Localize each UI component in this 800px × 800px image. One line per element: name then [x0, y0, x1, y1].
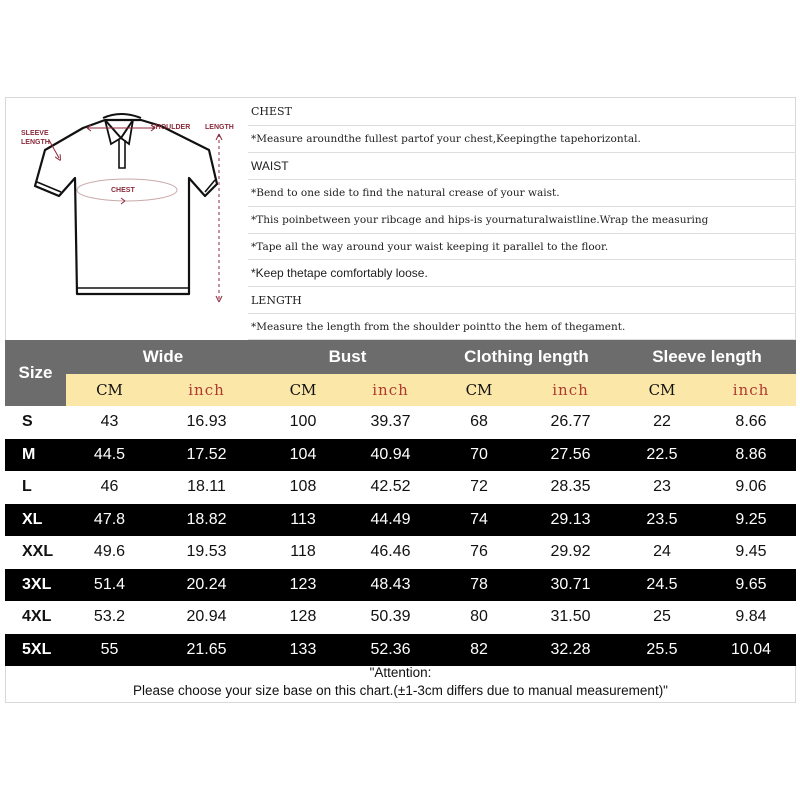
note-row: CHEST [248, 98, 796, 126]
value-cell: 44.5 [93, 445, 126, 463]
value-cell: 21.65 [186, 640, 227, 658]
value-cell: 104 [289, 445, 317, 463]
table-row [5, 439, 796, 472]
note-row: *Tape all the way around your waist keeping it parallel to the floor. [248, 234, 796, 260]
value-cell: 47.8 [93, 510, 126, 528]
group-header: Wide [66, 340, 260, 374]
table-row [5, 634, 796, 667]
value-cell: 100 [289, 413, 317, 431]
value-cell: 43 [100, 413, 119, 431]
value-cell: 24 [653, 543, 671, 561]
unit-header: inch [153, 374, 260, 406]
shoulder-label: SHOULDER [151, 124, 191, 131]
table-row [5, 569, 796, 602]
table-row [5, 601, 796, 634]
value-cell: 52.36 [370, 640, 411, 658]
value-cell: 68 [470, 413, 488, 431]
value-cell: 82 [470, 640, 488, 658]
value-cell: 72 [470, 478, 488, 496]
sleeve-length-label: SLEEVE [21, 130, 49, 137]
value-cell: 55 [100, 640, 119, 658]
attention-title: "Attention: [369, 665, 432, 680]
value-cell: 46.46 [370, 543, 411, 561]
value-cell: 70 [470, 445, 488, 463]
note-row: *This poinbetween your ribcage and hips-is yournaturalwaistline.Wrap the measuring [248, 207, 796, 234]
value-cell: 44.49 [370, 510, 411, 528]
value-cell: 29.13 [550, 510, 591, 528]
note-row: *Measure aroundthe fullest partof your chest,Keepingthe tapehorizontal. [248, 126, 796, 153]
size-cell: XL [22, 510, 43, 528]
unit-header: inch [706, 374, 796, 406]
unit-header: CM [260, 374, 346, 406]
sleeve-length-label-2: LENGTH [21, 139, 50, 146]
value-cell: 39.37 [370, 413, 411, 431]
value-cell: 128 [289, 608, 317, 626]
attention-text: Please choose your size base on this chart.(±1-3cm differs due to manual measurement)" [133, 683, 668, 698]
value-cell: 78 [470, 575, 488, 593]
value-cell: 9.84 [735, 608, 767, 626]
size-cell: S [22, 413, 33, 431]
value-cell: 23.5 [646, 510, 678, 528]
note-row: *Keep thetape comfortably loose. [248, 260, 796, 287]
unit-header: CM [66, 374, 153, 406]
value-cell: 123 [289, 575, 317, 593]
value-cell: 32.28 [550, 640, 591, 658]
value-cell: 9.25 [735, 510, 767, 528]
value-cell: 20.94 [186, 608, 227, 626]
polo-shirt-icon [5, 98, 248, 340]
value-cell: 9.65 [735, 575, 767, 593]
size-cell: 5XL [22, 640, 52, 658]
value-cell: 9.45 [735, 543, 767, 561]
unit-header: CM [618, 374, 706, 406]
value-cell: 30.71 [550, 575, 591, 593]
value-cell: 40.94 [370, 445, 411, 463]
group-header: Sleeve length [618, 340, 796, 374]
value-cell: 51.4 [93, 575, 126, 593]
value-cell: 16.93 [186, 413, 227, 431]
value-cell: 9.06 [735, 478, 767, 496]
note-row: WAIST [248, 153, 796, 180]
size-cell: 4XL [22, 608, 52, 626]
value-cell: 24.5 [646, 575, 678, 593]
value-cell: 53.2 [93, 608, 126, 626]
value-cell: 8.86 [735, 445, 767, 463]
value-cell: 10.04 [730, 640, 772, 658]
value-cell: 46 [100, 478, 119, 496]
value-cell: 29.92 [550, 543, 591, 561]
measurement-notes [248, 98, 796, 340]
value-cell: 18.11 [187, 478, 226, 496]
value-cell: 26.77 [550, 413, 591, 431]
attention-note [5, 664, 796, 702]
value-cell: 133 [289, 640, 317, 658]
group-header: Clothing length [435, 340, 618, 374]
size-cell: XXL [22, 543, 54, 561]
unit-header: inch [346, 374, 435, 406]
value-cell: 23 [653, 478, 671, 496]
value-cell: 49.6 [93, 543, 126, 561]
length-label: LENGTH [205, 124, 234, 131]
value-cell: 25 [653, 608, 671, 626]
value-cell: 74 [470, 510, 488, 528]
value-cell: 20.24 [186, 575, 227, 593]
unit-header: inch [523, 374, 618, 406]
value-cell: 17.52 [186, 445, 227, 463]
table-row [5, 536, 796, 569]
table-row [5, 406, 796, 439]
value-cell: 25.5 [646, 640, 678, 658]
value-cell: 42.52 [370, 478, 411, 496]
chest-label: CHEST [111, 187, 135, 194]
table-row [5, 471, 796, 504]
value-cell: 80 [470, 608, 488, 626]
value-cell: 118 [290, 543, 316, 561]
value-cell: 27.56 [550, 445, 591, 463]
value-cell: 22.5 [646, 445, 678, 463]
value-cell: 50.39 [370, 608, 411, 626]
note-row: LENGTH [248, 287, 796, 314]
value-cell: 19.53 [186, 543, 227, 561]
size-column-header: Size [5, 340, 66, 406]
value-cell: 8.66 [735, 413, 767, 431]
value-cell: 18.82 [186, 510, 227, 528]
group-header: Bust [260, 340, 435, 374]
value-cell: 76 [470, 543, 488, 561]
value-cell: 108 [289, 478, 317, 496]
value-cell: 113 [290, 510, 316, 528]
value-cell: 48.43 [370, 575, 411, 593]
note-row: *Measure the length from the shoulder pointto the hem of thegament. [248, 314, 796, 340]
shirt-measurement-diagram [5, 98, 248, 340]
value-cell: 31.50 [550, 608, 591, 626]
size-cell: 3XL [22, 575, 52, 593]
value-cell: 28.35 [550, 478, 591, 496]
note-row: *Bend to one side to find the natural crease of your waist. [248, 180, 796, 207]
size-cell: M [22, 445, 36, 463]
size-cell: L [22, 478, 32, 496]
value-cell: 22 [653, 413, 671, 431]
table-row [5, 504, 796, 537]
unit-header: CM [435, 374, 523, 406]
